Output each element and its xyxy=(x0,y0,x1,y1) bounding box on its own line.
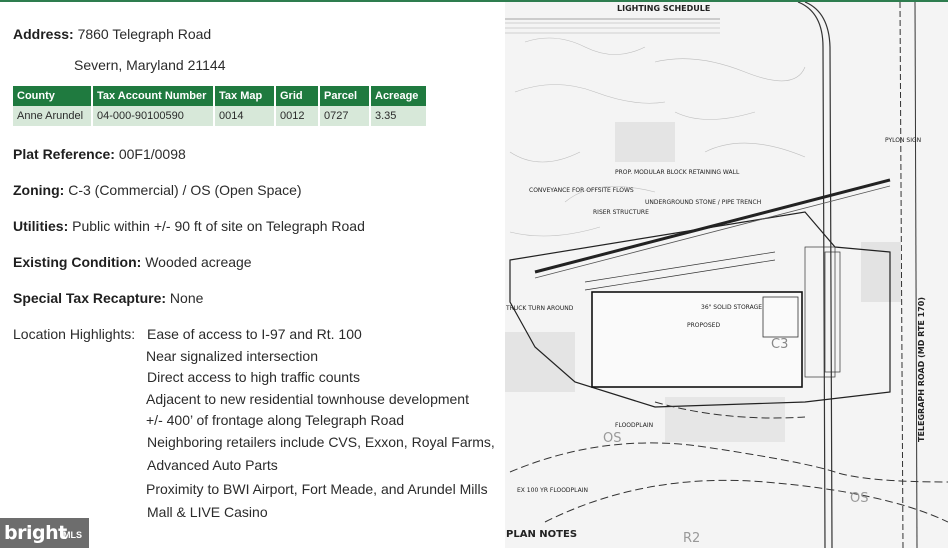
list-item: Adjacent to new residential townhouse development xyxy=(146,391,469,407)
address-label: Address: xyxy=(13,26,74,42)
cell-acreage: 3.35 xyxy=(370,106,427,126)
list-item: Direct access to high traffic counts xyxy=(147,369,360,385)
zoning-value: C-3 (Commercial) / OS (Open Space) xyxy=(68,182,302,198)
mls-label: MLS xyxy=(63,530,82,540)
list-item: Proximity to BWI Airport, Fort Meade, and Arundel Mills xyxy=(146,481,488,497)
riser-label: RISER STRUCTURE xyxy=(593,209,649,216)
list-item: Neighboring retailers include CVS, Exxon, Royal Farms, xyxy=(147,434,495,450)
address-street: 7860 Telegraph Road xyxy=(77,26,212,42)
pylon-label: PYLON SIGN xyxy=(885,137,922,144)
mls-watermark xyxy=(0,518,89,548)
zoning-label: Zoning: xyxy=(13,182,65,198)
ex-floodplain-label: EX 100 YR FLOODPLAIN xyxy=(517,487,589,494)
road-label: TELEGRAPH ROAD (MD RTE 170) xyxy=(917,296,926,442)
building-label: PROPOSED xyxy=(687,322,721,329)
cell-tax-map: 0014 xyxy=(214,106,275,126)
storage-label: 36" SOLID STORAGE xyxy=(701,304,763,311)
utilities-value: Public within +/- 90 ft of site on Telegraph Road xyxy=(72,218,365,234)
list-item: Ease of access to I-97 and Rt. 100 xyxy=(147,326,362,342)
special-tax-label: Special Tax Recapture: xyxy=(13,290,167,306)
cell-parcel: 0727 xyxy=(319,106,370,126)
zone-r2: R2 xyxy=(683,531,701,546)
existing-condition-value: Wooded acreage xyxy=(145,254,252,270)
special-tax-recapture xyxy=(13,289,203,307)
lighting-schedule-title: LIGHTING SCHEDULE xyxy=(617,4,711,13)
cell-county: Anne Arundel xyxy=(13,106,92,126)
zone-c3: C3 xyxy=(771,337,789,352)
header-county: County xyxy=(13,86,92,106)
special-tax-value: None xyxy=(169,290,204,306)
zoning xyxy=(13,181,302,199)
parcel-table-header-row xyxy=(13,86,427,106)
header-tax-account: Tax Account Number xyxy=(92,86,214,106)
list-item: +/- 400’ of frontage along Telegraph Road xyxy=(146,412,405,428)
parcel-table xyxy=(13,86,428,126)
list-item: Advanced Auto Parts xyxy=(147,457,278,473)
address-line-2: Severn, Maryland 21144 xyxy=(74,57,226,73)
retaining-label: PROP. MODULAR BLOCK RETAINING WALL xyxy=(615,169,740,176)
zone-os-2: OS xyxy=(850,491,869,506)
table-row xyxy=(13,106,427,126)
floodplain-label: FLOODPLAIN xyxy=(615,422,654,429)
header-acreage: Acreage xyxy=(370,86,427,106)
bright-logo: bright xyxy=(4,522,67,544)
stone-trench-label: UNDERGROUND STONE / PIPE TRENCH xyxy=(645,199,762,206)
utilities-label: Utilities: xyxy=(13,218,69,234)
truck-turn-label: TRUCK TURN AROUND xyxy=(506,305,574,312)
plan-notes-title: PLAN NOTES xyxy=(506,529,578,540)
list-item: Mall & LIVE Casino xyxy=(147,504,268,520)
zone-os-1: OS xyxy=(603,431,622,446)
location-highlights-label: Location Highlights: xyxy=(13,326,136,342)
plat-reference xyxy=(13,145,186,163)
plat-reference-value: 00F1/0098 xyxy=(118,146,186,162)
cell-grid: 0012 xyxy=(275,106,319,126)
site-plan-drawing xyxy=(505,2,948,548)
cell-tax-account: 04-000-90100590 xyxy=(92,106,214,126)
plat-reference-label: Plat Reference: xyxy=(13,146,115,162)
proposed-building xyxy=(592,292,802,387)
header-tax-map: Tax Map xyxy=(214,86,275,106)
utilities xyxy=(13,217,365,235)
existing-condition xyxy=(13,253,252,271)
header-parcel: Parcel xyxy=(319,86,370,106)
header-grid: Grid xyxy=(275,86,319,106)
address-line-1 xyxy=(13,25,211,43)
existing-condition-label: Existing Condition: xyxy=(13,254,142,270)
site-plan-svg xyxy=(505,2,948,548)
list-item: Near signalized intersection xyxy=(146,348,318,364)
conveyance-label: CONVEYANCE FOR OFFSITE FLOWS xyxy=(529,187,634,194)
